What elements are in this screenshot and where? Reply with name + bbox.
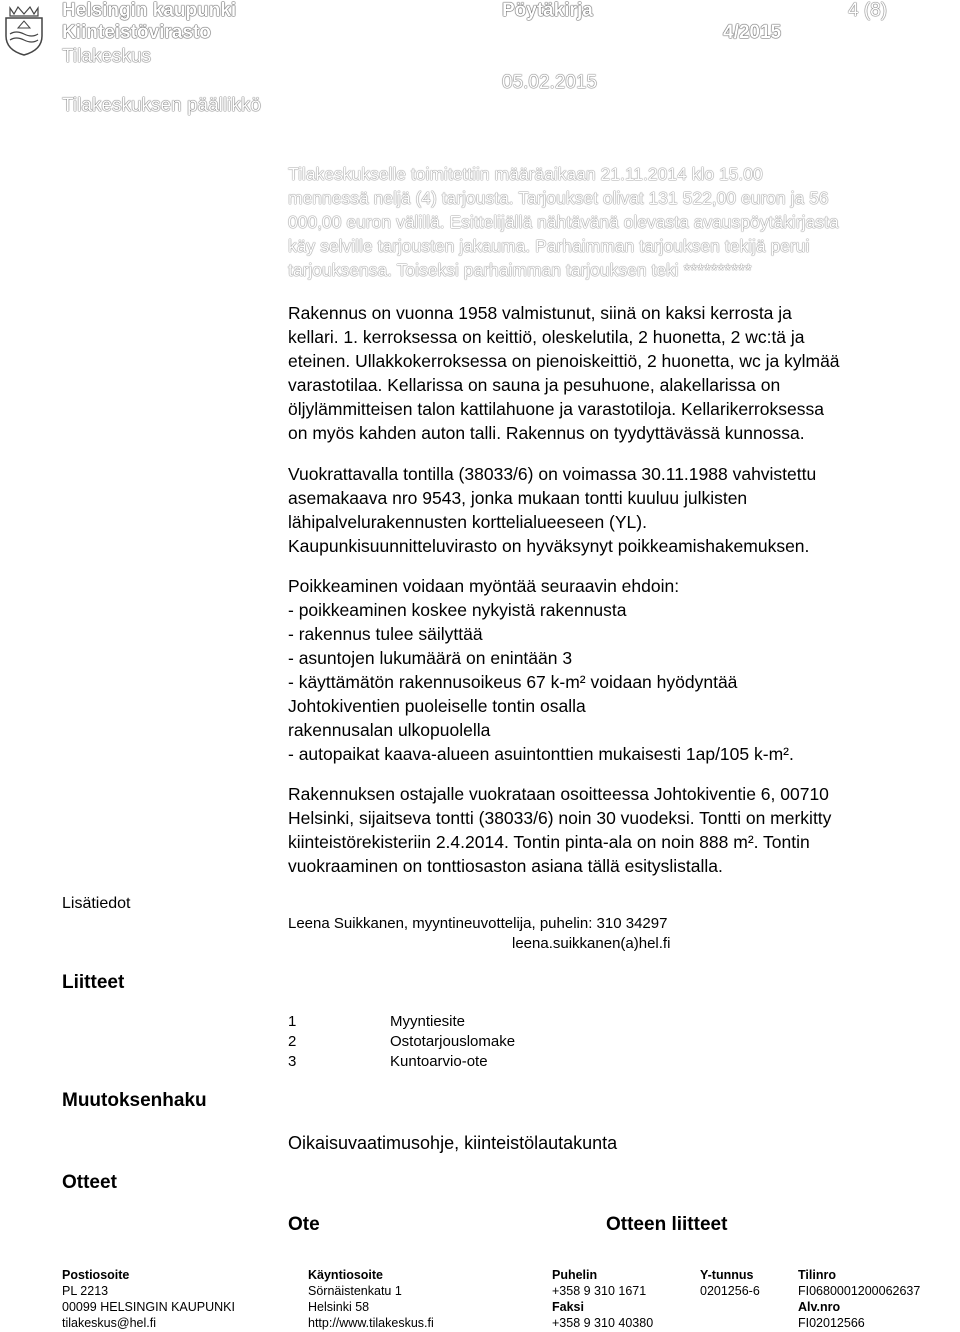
text-line: Rakennuksen ostajalle vuokrataan osoitteessa Johtokiventie 6, 00710: [288, 784, 829, 804]
footer-value: 0201256-6: [700, 1284, 760, 1298]
contact-person: Leena Suikkanen, myyntineuvottelija, puhelin: 310 34297: [288, 915, 668, 932]
unit-name: Tilakeskus: [62, 46, 152, 67]
footer-value: FI0680001200062637: [798, 1284, 921, 1298]
text-line: asemakaava nro 9543, jonka mukaan tontti kuuluu julkisten: [288, 488, 748, 508]
conditions-intro: Poikkeaminen voidaan myöntää seuraavin ehdoin:: [288, 576, 680, 596]
attachment-name: Ostotarjouslomake: [390, 1033, 516, 1050]
building-paragraph: [288, 301, 928, 445]
page-number: 4 (8): [848, 0, 888, 21]
author-title: Tilakeskuksen päällikkö: [62, 95, 261, 116]
org-name: Helsingin kaupunki: [62, 0, 237, 21]
text-line: Helsinki, sijaitseva tontti (38033/6) noin 30 vuodeksi. Tontti on merkitty: [288, 808, 832, 828]
footer-label: Postiosoite: [62, 1268, 130, 1282]
text-line: kellari. 1. kerroksessa on keittiö, oleskelutila, 2 huonetta, 2 wc:tä ja: [288, 327, 805, 347]
text-line: kiinteistörekisteriin 2.4.2014. Tontin pinta-ala on noin 888 m². Tontin: [288, 832, 810, 852]
footer-label: Käyntiosoite: [308, 1268, 384, 1282]
footer-label: Tilinro: [798, 1268, 836, 1282]
condition-item: - käyttämätön rakennusoikeus 67 k-m² voidaan hyödyntää: [288, 672, 738, 692]
attachment-number: 3: [288, 1053, 297, 1070]
footer-value: +358 9 310 1671: [552, 1284, 647, 1298]
text-line: eteinen. Ullakkokerroksessa on pienoiskeittiö, 2 huonetta, wc ja kylmää: [288, 351, 840, 371]
extract-attachments-heading: Otteen liitteet: [606, 1214, 728, 1235]
document-number: 4/2015: [723, 22, 782, 43]
attachment-number: 2: [288, 1033, 297, 1050]
footer-value: FI02012566: [798, 1316, 865, 1330]
text-line: varastotilaa. Kellarissa on sauna ja pesuhuone, alakellarissa on: [288, 375, 781, 395]
extracts-label: Otteet: [62, 1172, 117, 1193]
department-name: Kiinteistövirasto: [62, 22, 211, 43]
text-line: lähipalvelurakennusten korttelialueeseen (YL).: [288, 512, 647, 532]
footer-value: 00099 HELSINGIN KAUPUNKI: [62, 1300, 235, 1314]
text-line: mennessä neljä (4) tarjousta. Tarjoukset olivat 131 522,00 euron ja 56: [288, 188, 829, 208]
condition-item: Johtokiventien puoleiselle tontin osalla: [288, 696, 586, 716]
text-line: tarjouksensa. Toiseksi parhaimman tarjouksen teki **********: [288, 260, 752, 280]
condition-item: - asuntojen lukumäärä on enintään 3: [288, 648, 573, 668]
zoning-paragraph: [288, 462, 928, 558]
condition-item: - rakennus tulee säilyttää: [288, 624, 483, 644]
condition-item: - autopaikat kaava-alueen asuintonttien mukaisesti 1ap/105 k-m².: [288, 744, 794, 764]
appeal-instructions: Oikaisuvaatimusohje, kiinteistölautakunta: [288, 1133, 618, 1153]
offers-paragraph: [288, 162, 928, 282]
conditions-paragraph: [288, 574, 928, 766]
attachment-name: Myyntiesite: [390, 1013, 466, 1030]
footer-value: +358 9 310 40380: [552, 1316, 654, 1330]
footer-value: Helsinki 58: [308, 1300, 370, 1314]
text-line: Tilakeskukselle toimitettiin määräaikaan 21.11.2014 klo 15.00: [288, 164, 763, 184]
footer-label: Y-tunnus: [700, 1268, 754, 1282]
lease-paragraph: [288, 782, 928, 878]
text-line: Vuokrattavalla tontilla (38033/6) on voimassa 30.11.1988 vahvistettu: [288, 464, 817, 484]
condition-item: rakennusalan ulkopuolella: [288, 720, 491, 740]
footer-label: Puhelin: [552, 1268, 598, 1282]
footer-label: Faksi: [552, 1300, 584, 1314]
text-line: vuokraaminen on tonttiosaston asiana tällä esityslistalla.: [288, 856, 723, 876]
document-date: 05.02.2015: [502, 72, 598, 93]
footer-value: PL 2213: [62, 1284, 109, 1298]
text-line: käy selville tarjousten jakauma. Parhaimman tarjouksen tekijä perui: [288, 236, 810, 256]
contact-email: leena.suikkanen(a)hel.fi: [512, 935, 671, 952]
attachments-label: Liitteet: [62, 972, 125, 993]
extract-heading: Ote: [288, 1214, 320, 1235]
text-line: öljylämmitteisen talon kattilahuone ja varastotiloja. Kellarikerroksessa: [288, 399, 824, 419]
attachment-name: Kuntoarvio-ote: [390, 1053, 488, 1070]
city-crest-logo: [4, 4, 44, 56]
attachment-number: 1: [288, 1013, 297, 1030]
footer-website: http://www.tilakeskus.fi: [308, 1316, 434, 1330]
additional-info-label: Lisätiedot: [62, 895, 131, 912]
appeal-label: Muutoksenhaku: [62, 1090, 207, 1111]
footer-email: tilakeskus@hel.fi: [62, 1316, 156, 1330]
text-line: on myös kahden auton talli. Rakennus on tyydyttävässä kunnossa.: [288, 423, 805, 443]
text-line: Kaupunkisuunnitteluvirasto on hyväksynyt poikkeamishakemuksen.: [288, 536, 810, 556]
document-type: Pöytäkirja: [502, 0, 593, 21]
footer-value: Sörnäistenkatu 1: [308, 1284, 402, 1298]
condition-item: - poikkeaminen koskee nykyistä rakennusta: [288, 600, 627, 620]
text-line: 000,00 euron välillä. Esittelijällä nähtävänä olevasta avauspöytäkirjasta: [288, 212, 839, 232]
text-line: Rakennus on vuonna 1958 valmistunut, siinä on kaksi kerrosta ja: [288, 303, 792, 323]
footer-label: Alv.nro: [798, 1300, 841, 1314]
